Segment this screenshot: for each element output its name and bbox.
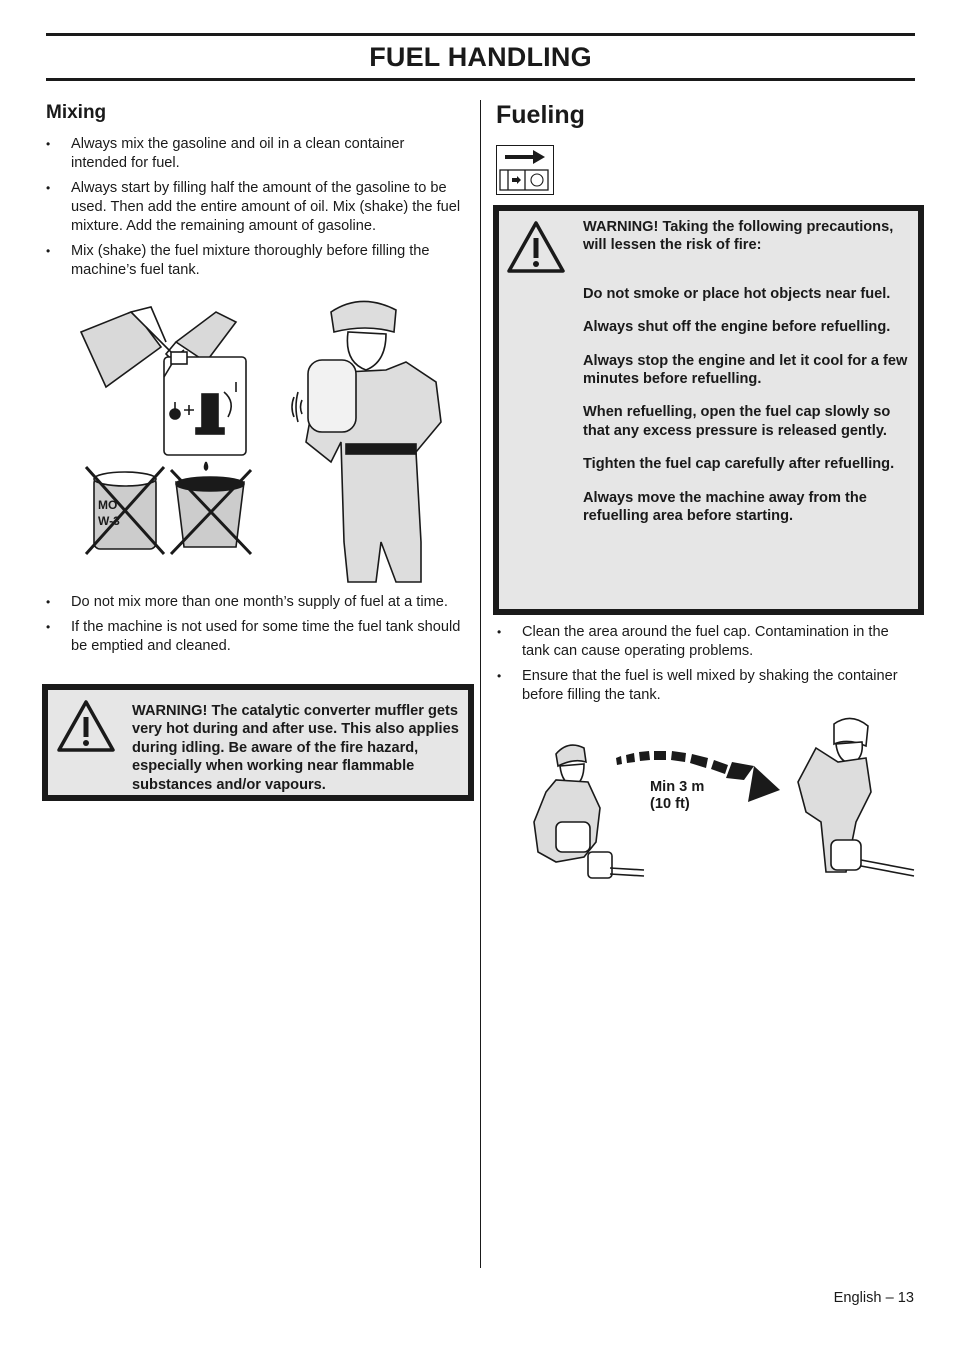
fire-warning-box — [493, 205, 924, 615]
fueling-bullet-list — [497, 623, 915, 711]
muffler-warning-box — [42, 684, 474, 801]
fueling-heading: Fueling — [496, 101, 585, 129]
distance-label-line2: (10 ft) — [650, 796, 690, 812]
mixing-bullet-list — [46, 135, 462, 286]
fuel-mixing-illustration — [76, 292, 456, 587]
list-item: • Clean the area around the fuel cap. Contamination in the tank can cause operating problems. — [497, 624, 889, 659]
list-item: • Ensure that the fuel is well mixed by shaking the container before filling the tank. — [497, 668, 898, 703]
can-label-2: W-3 — [98, 514, 120, 528]
page-header — [46, 33, 915, 81]
list-item: • Do not mix more than one month’s supply of fuel at a time. — [46, 594, 448, 610]
warning-triangle-icon — [505, 219, 567, 275]
list-item: • If the machine is not used for some time the fuel tank should be emptied and cleaned. — [46, 619, 461, 654]
column-divider — [480, 100, 481, 1268]
distance-label-line1: Min 3 m — [650, 779, 705, 795]
fire-warning-text: WARNING! Taking the following precautions, will lessen the risk of fire: Do not smoke or place hot objects near fuel. Always shut off the engine before refuelling. Always stop the engine and let it cool for a few minutes before refuelling. When refuelling, open the fuel cap slowly so that any excess pressure is released gently. Tighten the fuel cap carefully after refuelling. Always move the machine away from the refuelling area before starting. — [583, 219, 908, 525]
page-number: English – 13 — [833, 1290, 914, 1306]
refuel-distance-illustration — [526, 712, 916, 884]
can-label-1: MO — [98, 498, 118, 512]
mixing-heading: Mixing — [46, 102, 107, 123]
muffler-warning-text: WARNING! The catalytic converter muffler gets very hot during and after use. This also applies during idling. Be aware of the fire hazard, especially when working near flammable substances and/or vapours. — [132, 703, 459, 793]
warning-triangle-icon — [55, 698, 117, 754]
fuel-arrow-icon — [496, 145, 554, 195]
mixing-bullet-list-2 — [46, 593, 462, 662]
list-item: • Mix (shake) the fuel mixture thoroughly before filling the machine’s fuel tank. — [46, 243, 430, 278]
list-item: • Always start by filling half the amount of the gasoline to be used. Then add the entire amount of oil. Mix (shake) the fuel mixture. Add the remaining amount of gasoline. — [46, 180, 461, 234]
list-item: • Always mix the gasoline and oil in a clean container intended for fuel. — [46, 136, 405, 171]
page-title: FUEL HANDLING — [369, 41, 592, 72]
